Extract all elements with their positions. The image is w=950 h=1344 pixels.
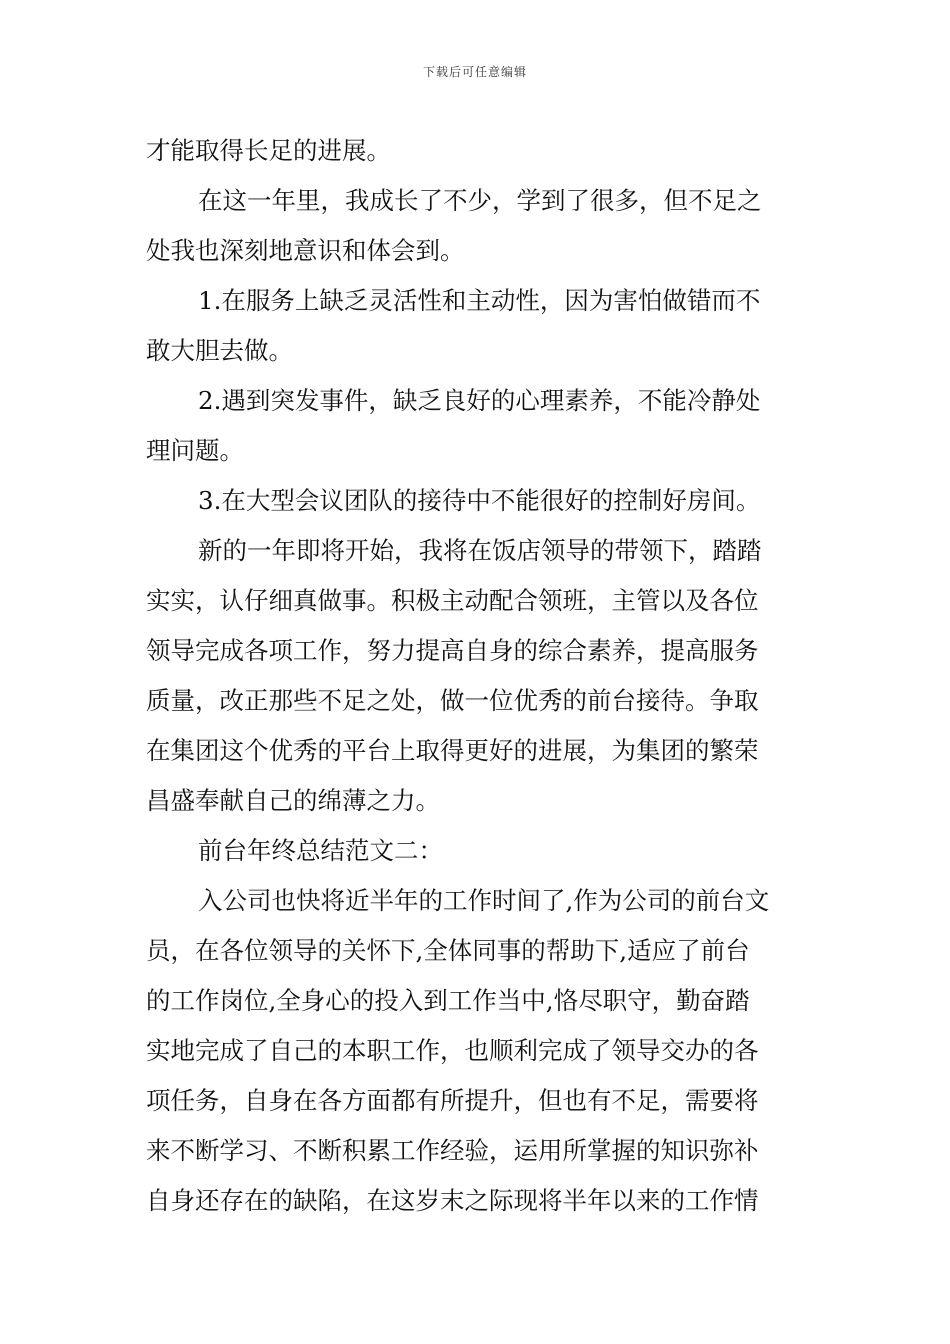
list-item-3: 3.在大型会议团队的接待中不能很好的控制好房间。 (198, 486, 761, 515)
text-line: 在这一年里，我成长了不少，学到了很多，但不足之 (198, 186, 762, 215)
list-item-2: 2.遇到突发事件，缺乏良好的心理素养，不能冷静处 (198, 386, 761, 415)
text-line: 实地完成了自己的本职工作，也顺利完成了领导交办的各 (146, 1036, 759, 1065)
text-line: 实实，认仔细真做事。积极主动配合领班，主管以及各位 (146, 586, 759, 615)
text-line: 新的一年即将开始，我将在饭店领导的带领下，踏踏 (198, 536, 762, 565)
text-line: 领导完成各项工作，努力提高自身的综合素养，提高服务 (146, 636, 759, 665)
text-line: 自身还存在的缺陷，在这岁末之际现将半年以来的工作情 (146, 1186, 759, 1215)
text-line: 才能取得长足的进展。 (146, 136, 391, 165)
document-body (146, 126, 806, 1226)
section-heading: 前台年终总结范文二： (198, 836, 443, 865)
page-header: 下载后可任意编辑 (422, 65, 527, 79)
text-line: 理问题。 (146, 436, 244, 465)
text-line: 昌盛奉献自己的绵薄之力。 (146, 786, 440, 815)
list-item-1: 1.在服务上缺乏灵活性和主动性，因为害怕做错而不 (198, 286, 761, 315)
text-line: 处我也深刻地意识和体会到。 (146, 236, 465, 265)
text-line: 质量，改正那些不足之处，做一位优秀的前台接待。争取 (146, 686, 759, 715)
text-line: 项任务，自身在各方面都有所提升，但也有不足，需要将 (146, 1086, 759, 1115)
text-line: 员，在各位领导的关怀下,全体同事的帮助下,适应了前台 (146, 936, 750, 965)
text-line: 在集团这个优秀的平台上取得更好的进展，为集团的繁荣 (146, 736, 759, 765)
text-line: 入公司也快将近半年的工作时间了,作为公司的前台文 (198, 886, 770, 915)
text-line: 的工作岗位,全身心的投入到工作当中,恪尽职守，勤奋踏 (146, 986, 750, 1015)
text-line: 来不断学习、不断积累工作经验，运用所掌握的知识弥补 (146, 1136, 759, 1165)
text-line: 敢大胆去做。 (146, 336, 293, 365)
